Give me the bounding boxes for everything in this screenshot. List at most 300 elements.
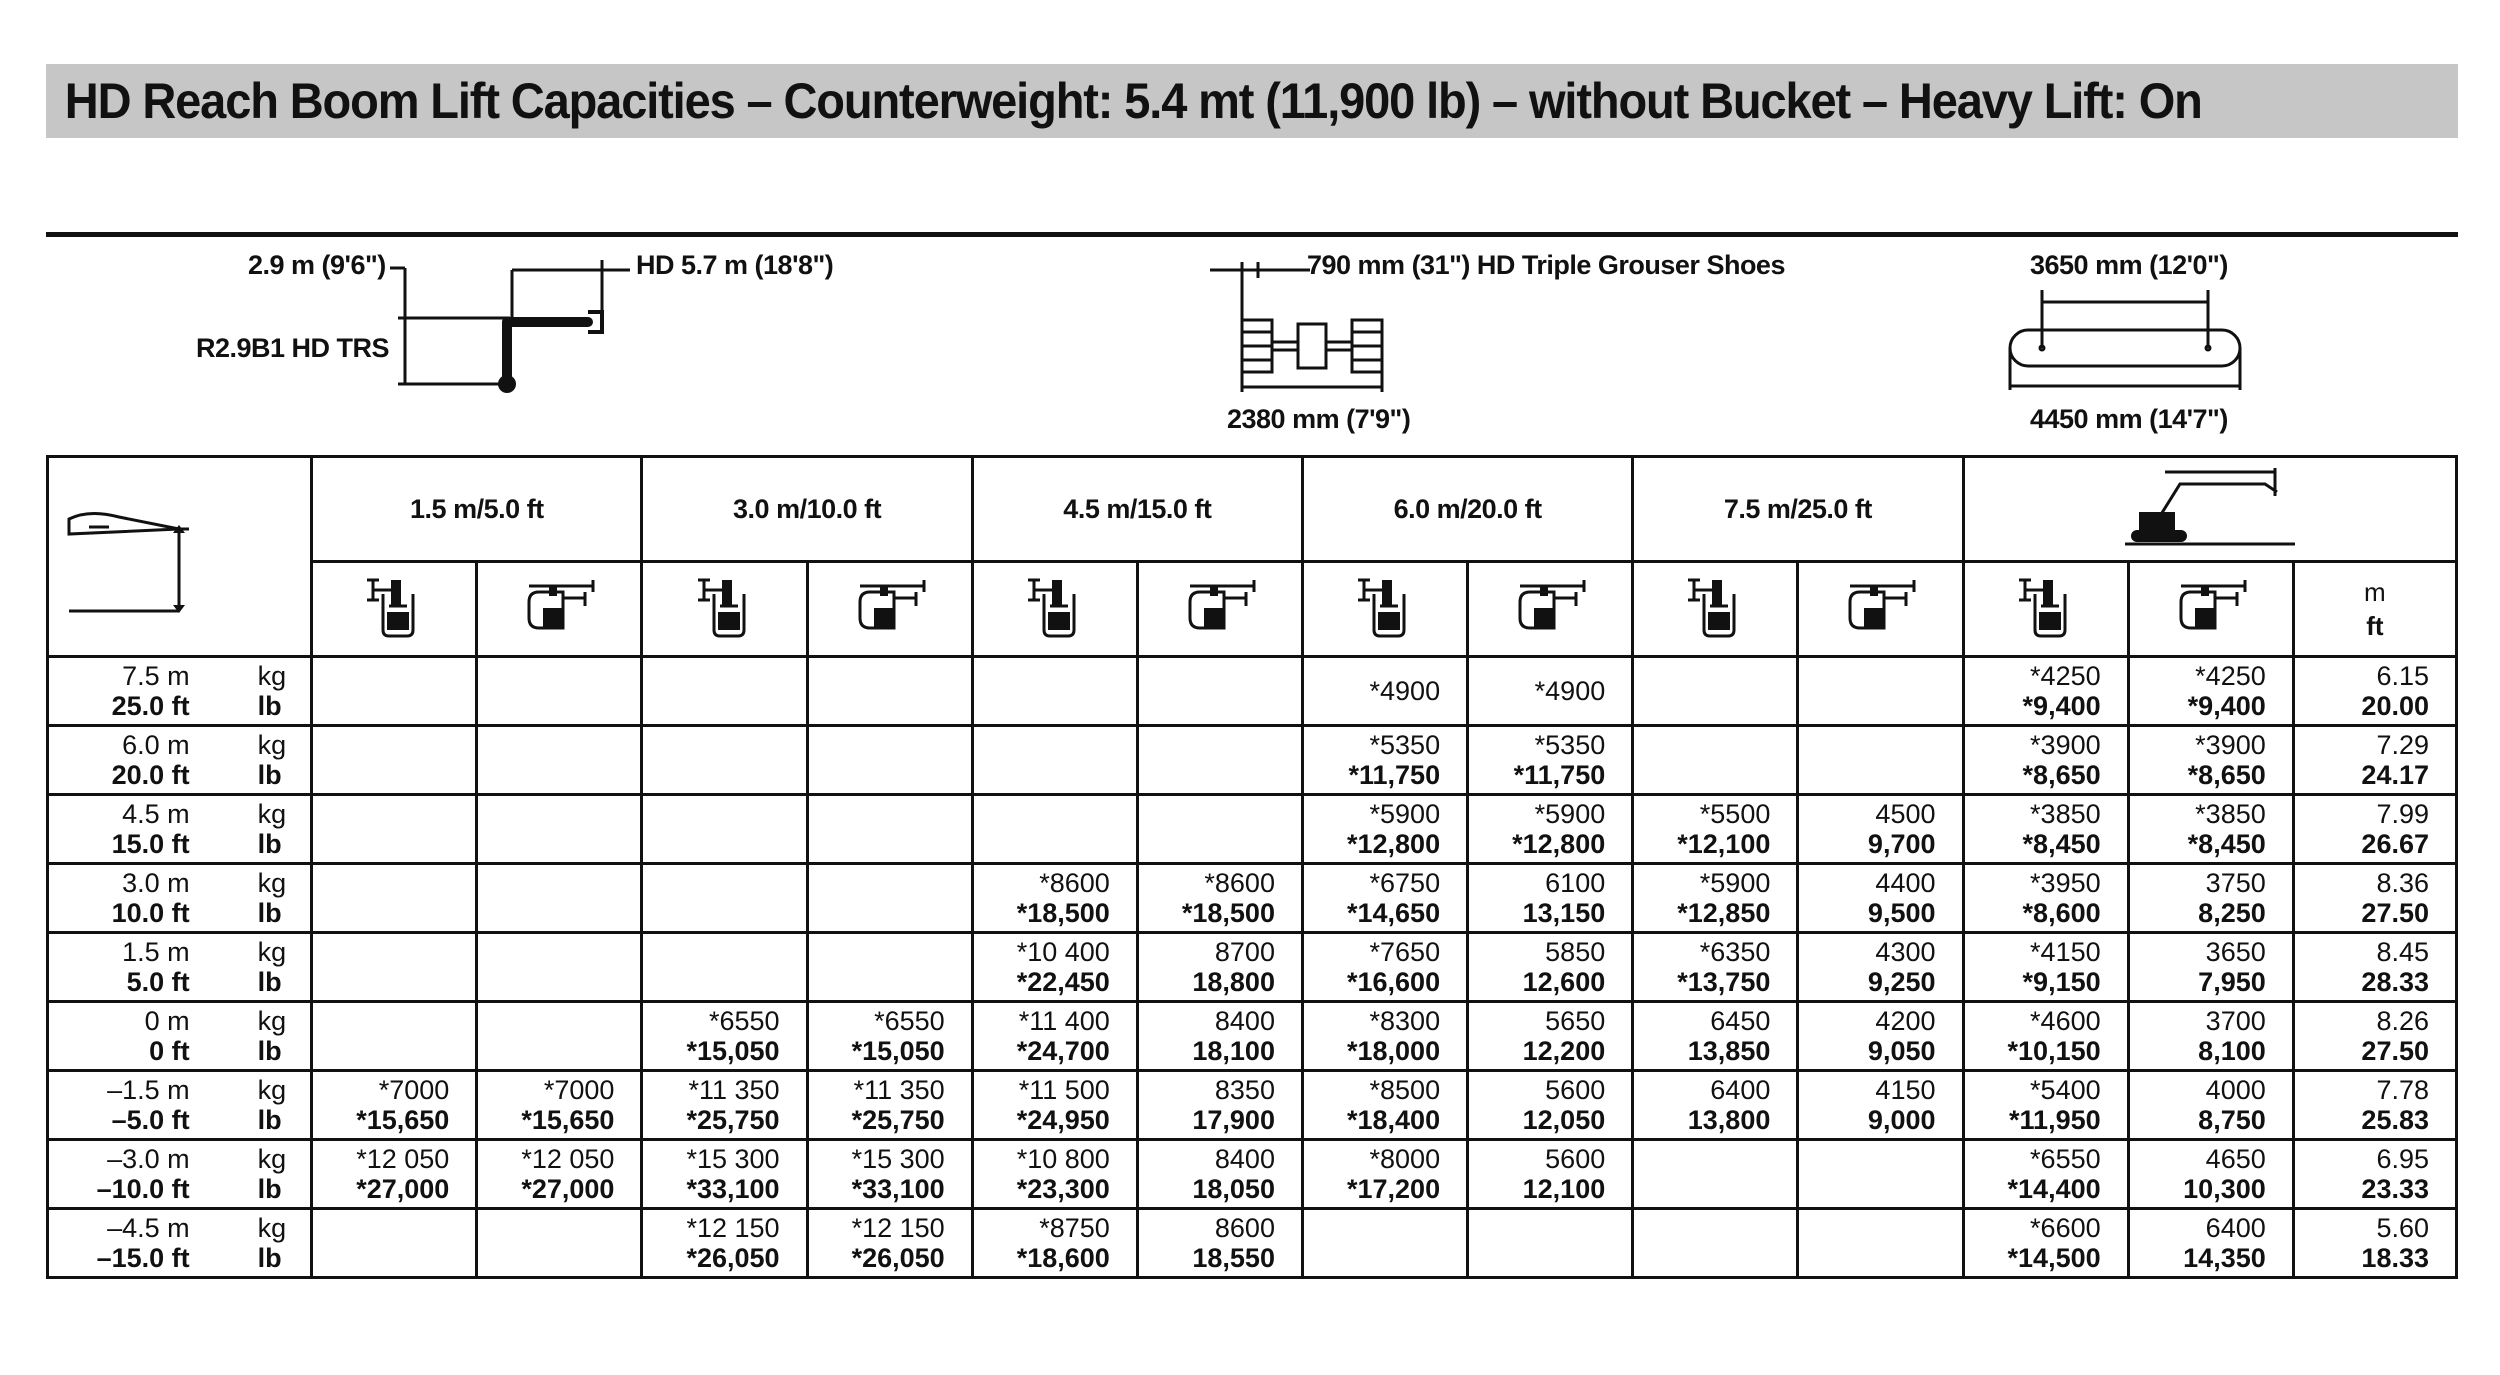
- capacity-cell: [1137, 1002, 1302, 1071]
- capacity-lb: 28.33: [2361, 967, 2429, 997]
- table-row: [48, 864, 2457, 933]
- capacity-cell: [1798, 657, 1963, 726]
- capacity-lb: *16,600: [1347, 967, 1441, 997]
- capacity-cell: [312, 726, 477, 795]
- capacity-cell: [477, 864, 642, 933]
- unit-kg: kg: [257, 937, 287, 967]
- capacity-kg: *5500: [1699, 799, 1771, 829]
- capacity-lb: *26,050: [686, 1243, 780, 1273]
- capacity-lb: *22,450: [1016, 967, 1110, 997]
- capacity-kg: *8750: [1039, 1213, 1110, 1243]
- capacity-lb: 26.67: [2361, 829, 2429, 859]
- track-gauge-diagram-icon: [1210, 262, 1410, 402]
- capacity-cell: [1468, 1140, 1633, 1209]
- capacity-kg: *12 150: [686, 1213, 780, 1243]
- capacity-cell: [1633, 726, 1798, 795]
- unit-cell: [242, 795, 312, 864]
- capacity-lb: *18,000: [1347, 1036, 1441, 1066]
- capacity-lb: 13,150: [1522, 898, 1606, 928]
- capacity-cell: [1798, 1071, 1963, 1140]
- capacity-lb: 8,750: [2198, 1105, 2266, 1135]
- capacity-kg: 3650: [2205, 937, 2266, 967]
- capacity-cell: [2128, 1140, 2293, 1209]
- capacity-lb: 9,500: [1867, 898, 1936, 928]
- capacity-kg: 6.95: [2376, 1144, 2429, 1174]
- capacity-kg: 8700: [1214, 937, 1275, 967]
- capacity-kg: *11 350: [688, 1075, 780, 1105]
- capacity-lb: 25.83: [2361, 1105, 2429, 1135]
- capacity-cell: [477, 1002, 642, 1071]
- capacity-kg: 3700: [2205, 1006, 2266, 1036]
- max-reach-cell: [2293, 1002, 2456, 1071]
- capacity-lb: 12,100: [1522, 1174, 1606, 1204]
- capacity-cell: [1137, 864, 1302, 933]
- capacity-cell: [1798, 1140, 1963, 1209]
- capacity-cell: [312, 864, 477, 933]
- unit-cell: [242, 1209, 312, 1278]
- capacity-cell: [1137, 1140, 1302, 1209]
- capacity-kg: *5400: [2030, 1075, 2101, 1105]
- capacity-cell: [2128, 726, 2293, 795]
- capacity-kg: 8.26: [2376, 1006, 2429, 1036]
- over-side-icon: [807, 562, 972, 657]
- capacity-lb: 13,800: [1687, 1105, 1771, 1135]
- capacity-kg: *15 300: [851, 1144, 945, 1174]
- max-reach-cell: [2293, 1071, 2456, 1140]
- over-side-icon: [1798, 562, 1963, 657]
- capacity-cell: [807, 726, 972, 795]
- capacity-kg: *3850: [2030, 799, 2101, 829]
- max-reach-cell: [2293, 933, 2456, 1002]
- capacity-cell: [807, 1209, 972, 1278]
- lift-height-cell: [48, 864, 242, 933]
- capacity-lb: 24.17: [2361, 760, 2429, 790]
- lift-height-cell: [48, 1071, 242, 1140]
- capacity-lb: *17,200: [1347, 1174, 1441, 1204]
- capacity-cell: [1137, 1209, 1302, 1278]
- capacity-lb: 18,100: [1192, 1036, 1275, 1066]
- capacity-cell: [972, 1071, 1137, 1140]
- capacity-kg: *7000: [378, 1075, 450, 1105]
- boom-label: HD 5.7 m (18'8"): [636, 250, 834, 280]
- height-m: 3.0 m: [122, 868, 190, 898]
- over-side-icon: [477, 562, 642, 657]
- capacity-kg: *12 150: [851, 1213, 945, 1243]
- capacity-cell: [807, 864, 972, 933]
- table-row: [48, 657, 2457, 726]
- capacity-kg: *15 300: [686, 1144, 780, 1174]
- capacity-kg: 4400: [1875, 868, 1936, 898]
- unit-lb: lb: [257, 691, 282, 721]
- capacity-lb: *12,850: [1677, 898, 1771, 928]
- capacity-kg: *3850: [2195, 799, 2266, 829]
- capacity-lb: 13,850: [1687, 1036, 1771, 1066]
- capacity-cell: [1633, 933, 1798, 1002]
- capacity-cell: [642, 726, 807, 795]
- capacity-lb: *27,000: [521, 1174, 615, 1204]
- capacity-cell: [1468, 657, 1633, 726]
- capacity-cell: [807, 657, 972, 726]
- table-row: [48, 1071, 2457, 1140]
- capacity-kg: *12 050: [521, 1144, 615, 1174]
- table-row: [48, 1140, 2457, 1209]
- capacity-lb: *25,750: [851, 1105, 945, 1135]
- unit-kg: kg: [257, 1144, 287, 1174]
- unit-kg: kg: [257, 730, 287, 760]
- height-ft: 25.0 ft: [111, 691, 190, 721]
- unit-lb: lb: [257, 1174, 282, 1204]
- capacity-lb: *24,700: [1016, 1036, 1110, 1066]
- capacity-cell: [972, 795, 1137, 864]
- capacity-kg: 5.60: [2376, 1213, 2429, 1243]
- height-m: 4.5 m: [122, 799, 190, 829]
- capacity-cell: [1963, 933, 2128, 1002]
- capacity-cell: [1137, 1071, 1302, 1140]
- capacity-kg: *8600: [1204, 868, 1275, 898]
- capacity-lb: *18,500: [1016, 898, 1110, 928]
- capacity-cell: [1137, 726, 1302, 795]
- capacity-cell: [1798, 864, 1963, 933]
- capacity-lb: *11,750: [1513, 760, 1606, 790]
- capacity-cell: [1302, 1071, 1467, 1140]
- capacity-kg: *4250: [2030, 661, 2101, 691]
- capacity-lb: *15,050: [851, 1036, 945, 1066]
- capacity-cell: [972, 864, 1137, 933]
- capacity-lb: 18,800: [1192, 967, 1275, 997]
- capacity-lb: 9,050: [1867, 1036, 1936, 1066]
- divider-rule: [46, 232, 2458, 237]
- height-m: –4.5 m: [107, 1213, 190, 1243]
- unit-kg: kg: [257, 661, 287, 691]
- capacity-cell: [1798, 933, 1963, 1002]
- capacity-lb: *33,100: [851, 1174, 945, 1204]
- capacity-cell: [642, 933, 807, 1002]
- height-ft: –10.0 ft: [96, 1174, 190, 1204]
- capacity-kg: *5350: [1534, 730, 1606, 760]
- lift-height-cell: [48, 726, 242, 795]
- capacity-kg: 7.29: [2376, 730, 2429, 760]
- capacity-lb: *18,500: [1181, 898, 1275, 928]
- capacity-cell: [972, 1209, 1137, 1278]
- capacity-cell: [1963, 657, 2128, 726]
- capacity-lb: *23,300: [1016, 1174, 1110, 1204]
- height-m: 6.0 m: [122, 730, 190, 760]
- capacity-cell: [2128, 1071, 2293, 1140]
- capacity-cell: [1302, 933, 1467, 1002]
- capacity-kg: *7000: [543, 1075, 615, 1105]
- capacity-cell: [2128, 657, 2293, 726]
- capacity-cell: [2128, 795, 2293, 864]
- page-title: HD Reach Boom Lift Capacities – Counterweight: 5.4 mt (11,900 lb) – without Bucket – Heavy Lift: On: [64, 73, 2202, 129]
- height-m: 7.5 m: [122, 661, 190, 691]
- capacity-lb: 12,200: [1522, 1036, 1606, 1066]
- height-ft: –5.0 ft: [111, 1105, 190, 1135]
- capacity-lb: *9,150: [2022, 967, 2101, 997]
- capacity-cell: [807, 1140, 972, 1209]
- capacity-kg: *7650: [1369, 937, 1441, 967]
- unit-lb: lb: [257, 1243, 282, 1273]
- capacity-kg: *6350: [1699, 937, 1771, 967]
- radius-header-1: 1.5 m/5.0 ft: [312, 457, 642, 562]
- capacity-kg: 7.99: [2376, 799, 2429, 829]
- max-reach-header: [1963, 457, 2457, 562]
- unit-cell: [242, 657, 312, 726]
- capacity-cell: [642, 864, 807, 933]
- lift-height-cell: [48, 933, 242, 1002]
- max-reach-cell: [2293, 1209, 2456, 1278]
- capacity-kg: *11 350: [853, 1075, 945, 1105]
- capacity-cell: [1468, 795, 1633, 864]
- max-reach-cell: [2293, 726, 2456, 795]
- capacity-lb: 27.50: [2361, 898, 2429, 928]
- capacity-cell: [2128, 933, 2293, 1002]
- capacity-kg: 4150: [1875, 1075, 1936, 1105]
- capacity-lb: *8,450: [2187, 829, 2266, 859]
- capacity-lb: 7,950: [2198, 967, 2266, 997]
- capacity-cell: [1302, 1140, 1467, 1209]
- capacity-lb: 12,050: [1522, 1105, 1606, 1135]
- capacity-cell: [972, 1002, 1137, 1071]
- over-side-icon: [1468, 562, 1633, 657]
- unit-kg: kg: [257, 1006, 287, 1036]
- capacity-cell: [477, 795, 642, 864]
- capacity-lb: *24,950: [1016, 1105, 1110, 1135]
- lift-point-diagram-icon: [49, 489, 229, 619]
- unit-kg: kg: [257, 799, 287, 829]
- capacity-kg: *10 400: [1016, 937, 1110, 967]
- over-front-icon: [642, 562, 807, 657]
- capacity-cell: [642, 1209, 807, 1278]
- radius-header-5: 7.5 m/25.0 ft: [1633, 457, 1963, 562]
- capacity-lb: 23.33: [2361, 1174, 2429, 1204]
- over-side-icon: [2128, 562, 2293, 657]
- capacity-cell: [1633, 1140, 1798, 1209]
- capacity-kg: *8300: [1369, 1006, 1441, 1036]
- capacity-kg: *4900: [1369, 676, 1441, 706]
- over-front-icon: [1633, 562, 1798, 657]
- capacity-lb: *15,650: [521, 1105, 615, 1135]
- capacity-kg: *5900: [1534, 799, 1606, 829]
- capacity-lb: *9,400: [2022, 691, 2101, 721]
- capacity-kg: 4650: [2205, 1144, 2266, 1174]
- height-ft: 15.0 ft: [111, 829, 190, 859]
- capacity-cell: [1633, 1071, 1798, 1140]
- capacity-lb: *11,950: [2009, 1105, 2101, 1135]
- height-ft: 20.0 ft: [111, 760, 190, 790]
- unit-lb: lb: [257, 829, 282, 859]
- height-ft: 5.0 ft: [126, 967, 190, 997]
- capacity-cell: [1302, 1209, 1467, 1278]
- capacity-kg: 8.36: [2376, 868, 2429, 898]
- table-row: [48, 933, 2457, 1002]
- capacity-kg: 8400: [1214, 1006, 1275, 1036]
- capacity-kg: *6550: [874, 1006, 945, 1036]
- capacity-cell: [972, 726, 1137, 795]
- capacity-lb: 8,250: [2198, 898, 2266, 928]
- capacity-cell: [1633, 864, 1798, 933]
- capacity-lb: 18.33: [2361, 1243, 2429, 1273]
- capacity-cell: [807, 795, 972, 864]
- over-front-icon: [1302, 562, 1467, 657]
- capacity-lb: *25,750: [686, 1105, 780, 1135]
- capacity-kg: 6100: [1545, 868, 1606, 898]
- capacity-kg: 4200: [1875, 1006, 1936, 1036]
- capacity-kg: 5650: [1545, 1006, 1606, 1036]
- capacity-cell: [312, 1002, 477, 1071]
- capacity-kg: 6400: [1710, 1075, 1771, 1105]
- capacity-cell: [1963, 726, 2128, 795]
- capacity-cell: [1798, 795, 1963, 864]
- capacity-cell: [807, 1002, 972, 1071]
- capacity-lb: 14,350: [2183, 1243, 2266, 1273]
- capacity-kg: 5600: [1545, 1144, 1606, 1174]
- unit-lb: lb: [257, 1036, 282, 1066]
- unit-cell: [242, 726, 312, 795]
- unit-cell: [242, 1002, 312, 1071]
- capacity-lb: *15,650: [356, 1105, 450, 1135]
- capacity-lb: *8,450: [2022, 829, 2101, 859]
- capacity-cell: [312, 1071, 477, 1140]
- capacity-lb: *12,800: [1512, 829, 1606, 859]
- capacity-kg: 6450: [1710, 1006, 1771, 1036]
- capacity-kg: *4600: [2030, 1006, 2101, 1036]
- capacity-kg: *5350: [1369, 730, 1441, 760]
- capacity-kg: 8350: [1214, 1075, 1275, 1105]
- capacity-cell: [1963, 1140, 2128, 1209]
- capacity-lb: *26,050: [851, 1243, 945, 1273]
- capacity-cell: [972, 933, 1137, 1002]
- capacity-cell: [1137, 933, 1302, 1002]
- lift-height-cell: [48, 795, 242, 864]
- capacity-cell: [642, 1140, 807, 1209]
- capacity-kg: *6550: [708, 1006, 780, 1036]
- capacity-kg: 8600: [1214, 1213, 1275, 1243]
- reach-unit-m: m: [2364, 577, 2386, 607]
- capacity-kg: 5600: [1545, 1075, 1606, 1105]
- unit-lb: lb: [257, 760, 282, 790]
- capacity-lb: 9,700: [1867, 829, 1936, 859]
- capacity-kg: *4900: [1534, 676, 1606, 706]
- capacity-cell: [1137, 795, 1302, 864]
- boom-stick-diagram-icon: [390, 260, 630, 400]
- capacity-cell: [1633, 1209, 1798, 1278]
- capacity-kg: *6600: [2030, 1213, 2101, 1243]
- height-m: 0 m: [144, 1006, 190, 1036]
- capacity-kg: *6550: [2030, 1144, 2101, 1174]
- capacity-cell: [1468, 864, 1633, 933]
- track-bottom-label: 4450 mm (14'7"): [2030, 404, 2228, 434]
- height-ft: –15.0 ft: [96, 1243, 190, 1273]
- capacity-cell: [2128, 1209, 2293, 1278]
- capacity-cell: [642, 795, 807, 864]
- excavator-max-reach-icon: [2125, 466, 2295, 546]
- capacity-cell: [1963, 864, 2128, 933]
- capacity-cell: [1633, 657, 1798, 726]
- unit-cell: [242, 933, 312, 1002]
- max-reach-cell: [2293, 795, 2456, 864]
- capacity-cell: [1963, 1071, 2128, 1140]
- capacity-lb: 9,250: [1867, 967, 1936, 997]
- table-row: [48, 1002, 2457, 1071]
- capacity-cell: [1798, 1002, 1963, 1071]
- capacity-cell: [312, 1140, 477, 1209]
- unit-cell: [242, 864, 312, 933]
- capacity-kg: *3900: [2195, 730, 2266, 760]
- table-row: [48, 795, 2457, 864]
- radius-header-2: 3.0 m/10.0 ft: [642, 457, 972, 562]
- corner-header: [48, 457, 312, 657]
- capacity-kg: 3750: [2205, 868, 2266, 898]
- capacity-lb: *12,800: [1347, 829, 1441, 859]
- capacity-kg: *4150: [2030, 937, 2101, 967]
- capacity-kg: *12 050: [356, 1144, 450, 1174]
- capacity-lb: *33,100: [686, 1174, 780, 1204]
- capacity-lb: *13,750: [1677, 967, 1771, 997]
- capacity-cell: [1468, 933, 1633, 1002]
- capacity-lb: *14,500: [2007, 1243, 2101, 1273]
- capacity-lb: 8,100: [2198, 1036, 2266, 1066]
- capacity-lb: *12,100: [1677, 829, 1771, 859]
- capacity-cell: [1468, 1209, 1633, 1278]
- capacity-lb: *9,400: [2187, 691, 2266, 721]
- over-front-icon: [972, 562, 1137, 657]
- capacity-cell: [477, 657, 642, 726]
- capacity-cell: [2128, 1002, 2293, 1071]
- capacity-cell: [477, 1140, 642, 1209]
- capacity-kg: 7.78: [2376, 1075, 2429, 1105]
- capacity-lb: *18,400: [1347, 1105, 1441, 1135]
- capacity-cell: [312, 795, 477, 864]
- capacity-lb: *27,000: [356, 1174, 450, 1204]
- max-reach-cell: [2293, 864, 2456, 933]
- capacity-cell: [2128, 864, 2293, 933]
- table-row: [48, 1209, 2457, 1278]
- unit-cell: [242, 1071, 312, 1140]
- capacity-kg: 4300: [1875, 937, 1936, 967]
- capacity-cell: [1468, 1071, 1633, 1140]
- capacity-kg: 5850: [1545, 937, 1606, 967]
- capacity-kg: 8.45: [2376, 937, 2429, 967]
- capacity-kg: 4000: [2205, 1075, 2266, 1105]
- capacity-kg: 6400: [2205, 1213, 2266, 1243]
- unit-lb: lb: [257, 1105, 282, 1135]
- capacity-cell: [1963, 795, 2128, 864]
- capacity-cell: [972, 1140, 1137, 1209]
- capacity-kg: *5900: [1369, 799, 1441, 829]
- capacity-cell: [1633, 795, 1798, 864]
- capacity-cell: [477, 1071, 642, 1140]
- height-ft: 0 ft: [149, 1036, 190, 1066]
- capacity-kg: *6750: [1369, 868, 1441, 898]
- radius-header-3: 4.5 m/15.0 ft: [972, 457, 1302, 562]
- stick-code-label: R2.9B1 HD TRS: [196, 333, 390, 363]
- capacity-lb: *10,150: [2007, 1036, 2101, 1066]
- over-front-icon: [1963, 562, 2128, 657]
- capacity-lb: 12,600: [1522, 967, 1606, 997]
- capacity-cell: [807, 1071, 972, 1140]
- reach-unit-header: [2293, 562, 2456, 657]
- capacity-cell: [1963, 1209, 2128, 1278]
- capacity-kg: 4500: [1875, 799, 1936, 829]
- shoe-label: 790 mm (31") HD Triple Grouser Shoes: [1307, 250, 1785, 280]
- capacity-cell: [1302, 795, 1467, 864]
- capacity-cell: [642, 657, 807, 726]
- capacity-kg: *3900: [2030, 730, 2101, 760]
- capacity-cell: [312, 1209, 477, 1278]
- capacity-cell: [477, 933, 642, 1002]
- capacity-lb: 18,050: [1192, 1174, 1275, 1204]
- capacity-lb: *14,400: [2007, 1174, 2101, 1204]
